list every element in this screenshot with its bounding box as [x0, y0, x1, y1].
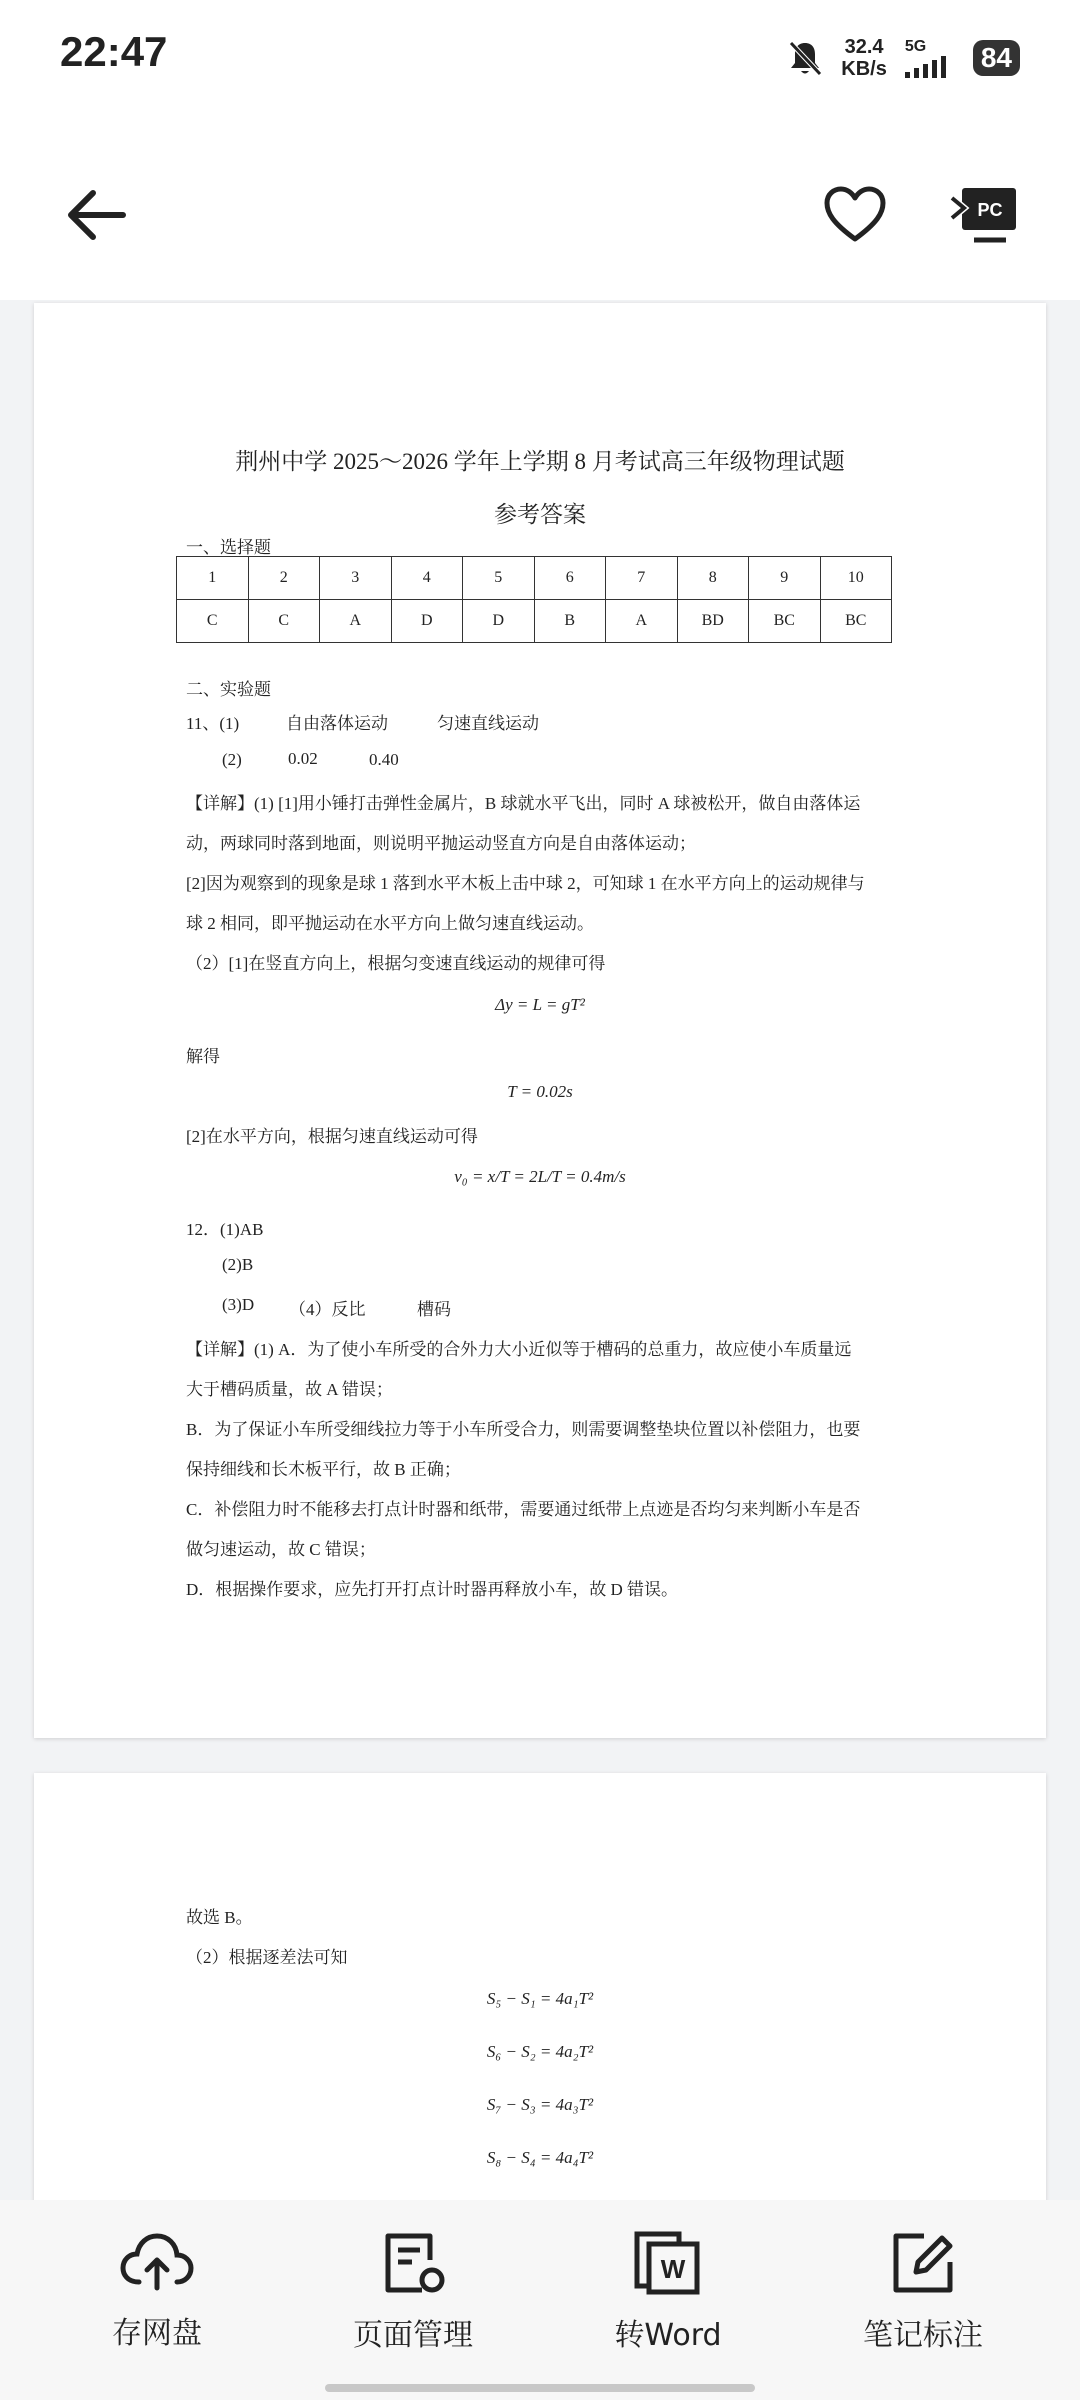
- detail-text: 解得: [186, 1047, 220, 1066]
- speed-unit: KB/s: [841, 58, 887, 80]
- page-manage-button[interactable]: [313, 2230, 513, 2354]
- table-cell: 2: [248, 557, 320, 600]
- answer-text: (3)D: [222, 1295, 255, 1314]
- answer-table: [176, 556, 892, 643]
- favorite-button[interactable]: [815, 175, 895, 255]
- table-cell: D: [391, 600, 463, 643]
- cloud-upload-icon: [119, 2230, 195, 2294]
- table-cell: 5: [463, 557, 535, 600]
- section-heading: 二、实验题: [186, 680, 271, 699]
- bottom-toolbar: [0, 2200, 1080, 2400]
- word-icon: [633, 2230, 703, 2296]
- equation: S₈ − S₄ = 4a₄T²: [486, 2148, 594, 2167]
- detail-text: [2]在水平方向，根据匀速直线运动可得: [186, 1127, 478, 1146]
- svg-text:PC: PC: [977, 200, 1003, 220]
- detail-text: （2）根据逐差法可知: [186, 1948, 348, 1967]
- detail-text: C．补偿阻力时不能移去打点计时器和纸带，需要通过纸带上点迹是否均匀来判断小车是否: [186, 1500, 861, 1519]
- table-cell: 1: [177, 557, 249, 600]
- detail-text: B．为了保证小车所受细线拉力等于小车所受合力，则需要调整垫块位置以补偿阻力，也要: [186, 1420, 861, 1439]
- answer-text: （4）反比: [289, 1300, 366, 1319]
- table-cell: D: [463, 600, 535, 643]
- signal-icon: [905, 56, 955, 78]
- table-cell: 4: [391, 557, 463, 600]
- status-icons: [787, 30, 1020, 86]
- detail-text: 【详解】(1) [1]用小锤打击弹性金属片，B 球就水平飞出，同时 A 球被松开，做自由落体运: [186, 794, 861, 813]
- save-to-cloud-label: 存网盘: [112, 2316, 202, 2351]
- answer-text: (2)B: [222, 1255, 254, 1274]
- document-page-2: [34, 1773, 1046, 2223]
- table-cell: A: [606, 600, 678, 643]
- detail-text: 大于槽码质量，故 A 错误；: [186, 1380, 393, 1399]
- table-cell: 10: [820, 557, 892, 600]
- answer-text: 0.02: [288, 749, 318, 768]
- detail-text: D．根据操作要求，应先打开打点计时器再释放小车，故 D 错误。: [186, 1580, 679, 1599]
- answer-text: 槽码: [417, 1300, 451, 1319]
- home-indicator[interactable]: [325, 2384, 755, 2392]
- detail-text: 动，两球同时落到地面，则说明平抛运动竖直方向是自由落体运动；: [186, 834, 696, 853]
- pc-screen-icon: [950, 184, 1020, 246]
- answer-text: 12．(1)AB: [186, 1220, 264, 1239]
- network-type: [905, 38, 955, 78]
- detail-text: 保持细线和长木板平行，故 B 正确；: [186, 1460, 461, 1479]
- save-to-cloud-button[interactable]: [57, 2230, 257, 2352]
- status-time: 22:47: [60, 28, 168, 75]
- table-row: [177, 600, 892, 643]
- answer-text: 匀速直线运动: [437, 714, 539, 733]
- equation: Δy = L = gT²: [495, 995, 585, 1014]
- table-cell: BC: [749, 600, 821, 643]
- page-subtitle: 参考答案: [494, 502, 586, 527]
- detail-text: [2]因为观察到的现象是球 1 落到水平木板上击中球 2，可知球 1 在水平方向上的运动规律与: [186, 874, 865, 893]
- network-label: 5G: [904, 38, 927, 55]
- equation: v₀ = x/T = 2L/T = 0.4m/s: [454, 1167, 626, 1186]
- table-cell: A: [320, 600, 392, 643]
- back-button[interactable]: [55, 175, 135, 255]
- detail-text: （2）[1]在竖直方向上，根据匀变速直线运动的规律可得: [186, 954, 606, 973]
- equation: S₅ − S₁ = 4a₁T²: [486, 1989, 594, 2008]
- arrow-left-icon: [63, 187, 127, 243]
- svg-text:W: W: [660, 2254, 686, 2284]
- table-cell: C: [248, 600, 320, 643]
- convert-word-button[interactable]: [568, 2230, 768, 2354]
- page-manage-label: 页面管理: [353, 2318, 473, 2353]
- table-cell: C: [177, 600, 249, 643]
- equation: T = 0.02s: [507, 1082, 573, 1101]
- mute-bell-icon: [787, 39, 823, 77]
- table-cell: B: [534, 600, 606, 643]
- table-cell: 6: [534, 557, 606, 600]
- speed-value: 32.4: [844, 36, 884, 58]
- answer-label: (2): [222, 750, 242, 769]
- detail-text: 故选 B。: [186, 1908, 253, 1927]
- answer-label: 11、(1): [186, 714, 240, 733]
- top-toolbar: [0, 115, 1080, 300]
- battery-indicator: 84: [973, 40, 1020, 76]
- page-title: 荆州中学 2025～2026 学年上学期 8 月考试高三年级物理试题: [235, 449, 845, 474]
- detail-text: 球 2 相同，即平抛运动在水平方向上做匀速直线运动。: [186, 914, 594, 933]
- table-cell: BC: [820, 600, 892, 643]
- equation: S₇ − S₃ = 4a₃T²: [486, 2095, 594, 2114]
- page-settings-icon: [378, 2230, 448, 2296]
- table-cell: 9: [749, 557, 821, 600]
- convert-word-label: 转Word: [614, 2318, 722, 2353]
- edit-note-icon: [890, 2230, 956, 2296]
- table-cell: 7: [606, 557, 678, 600]
- note-button[interactable]: [823, 2230, 1023, 2354]
- table-row: [177, 557, 892, 600]
- status-bar: [0, 0, 1080, 115]
- heart-icon: [823, 185, 887, 245]
- section-heading: 一、选择题: [186, 538, 271, 557]
- note-label: 笔记标注: [863, 2318, 983, 2353]
- pc-view-button[interactable]: [940, 175, 1030, 255]
- detail-text: 【详解】(1) A．为了使小车所受的合外力大小近似等于槽码的总重力，故应使小车质量远: [186, 1340, 852, 1359]
- equation: S₆ − S₂ = 4a₂T²: [486, 2042, 594, 2061]
- table-cell: BD: [677, 600, 749, 643]
- network-speed: [841, 36, 887, 80]
- table-cell: 3: [320, 557, 392, 600]
- table-cell: 8: [677, 557, 749, 600]
- answer-text: 0.40: [369, 750, 399, 769]
- detail-text: 做匀速运动，故 C 错误；: [186, 1540, 376, 1559]
- document-page-1: [34, 303, 1046, 1738]
- answer-text: 自由落体运动: [286, 714, 388, 733]
